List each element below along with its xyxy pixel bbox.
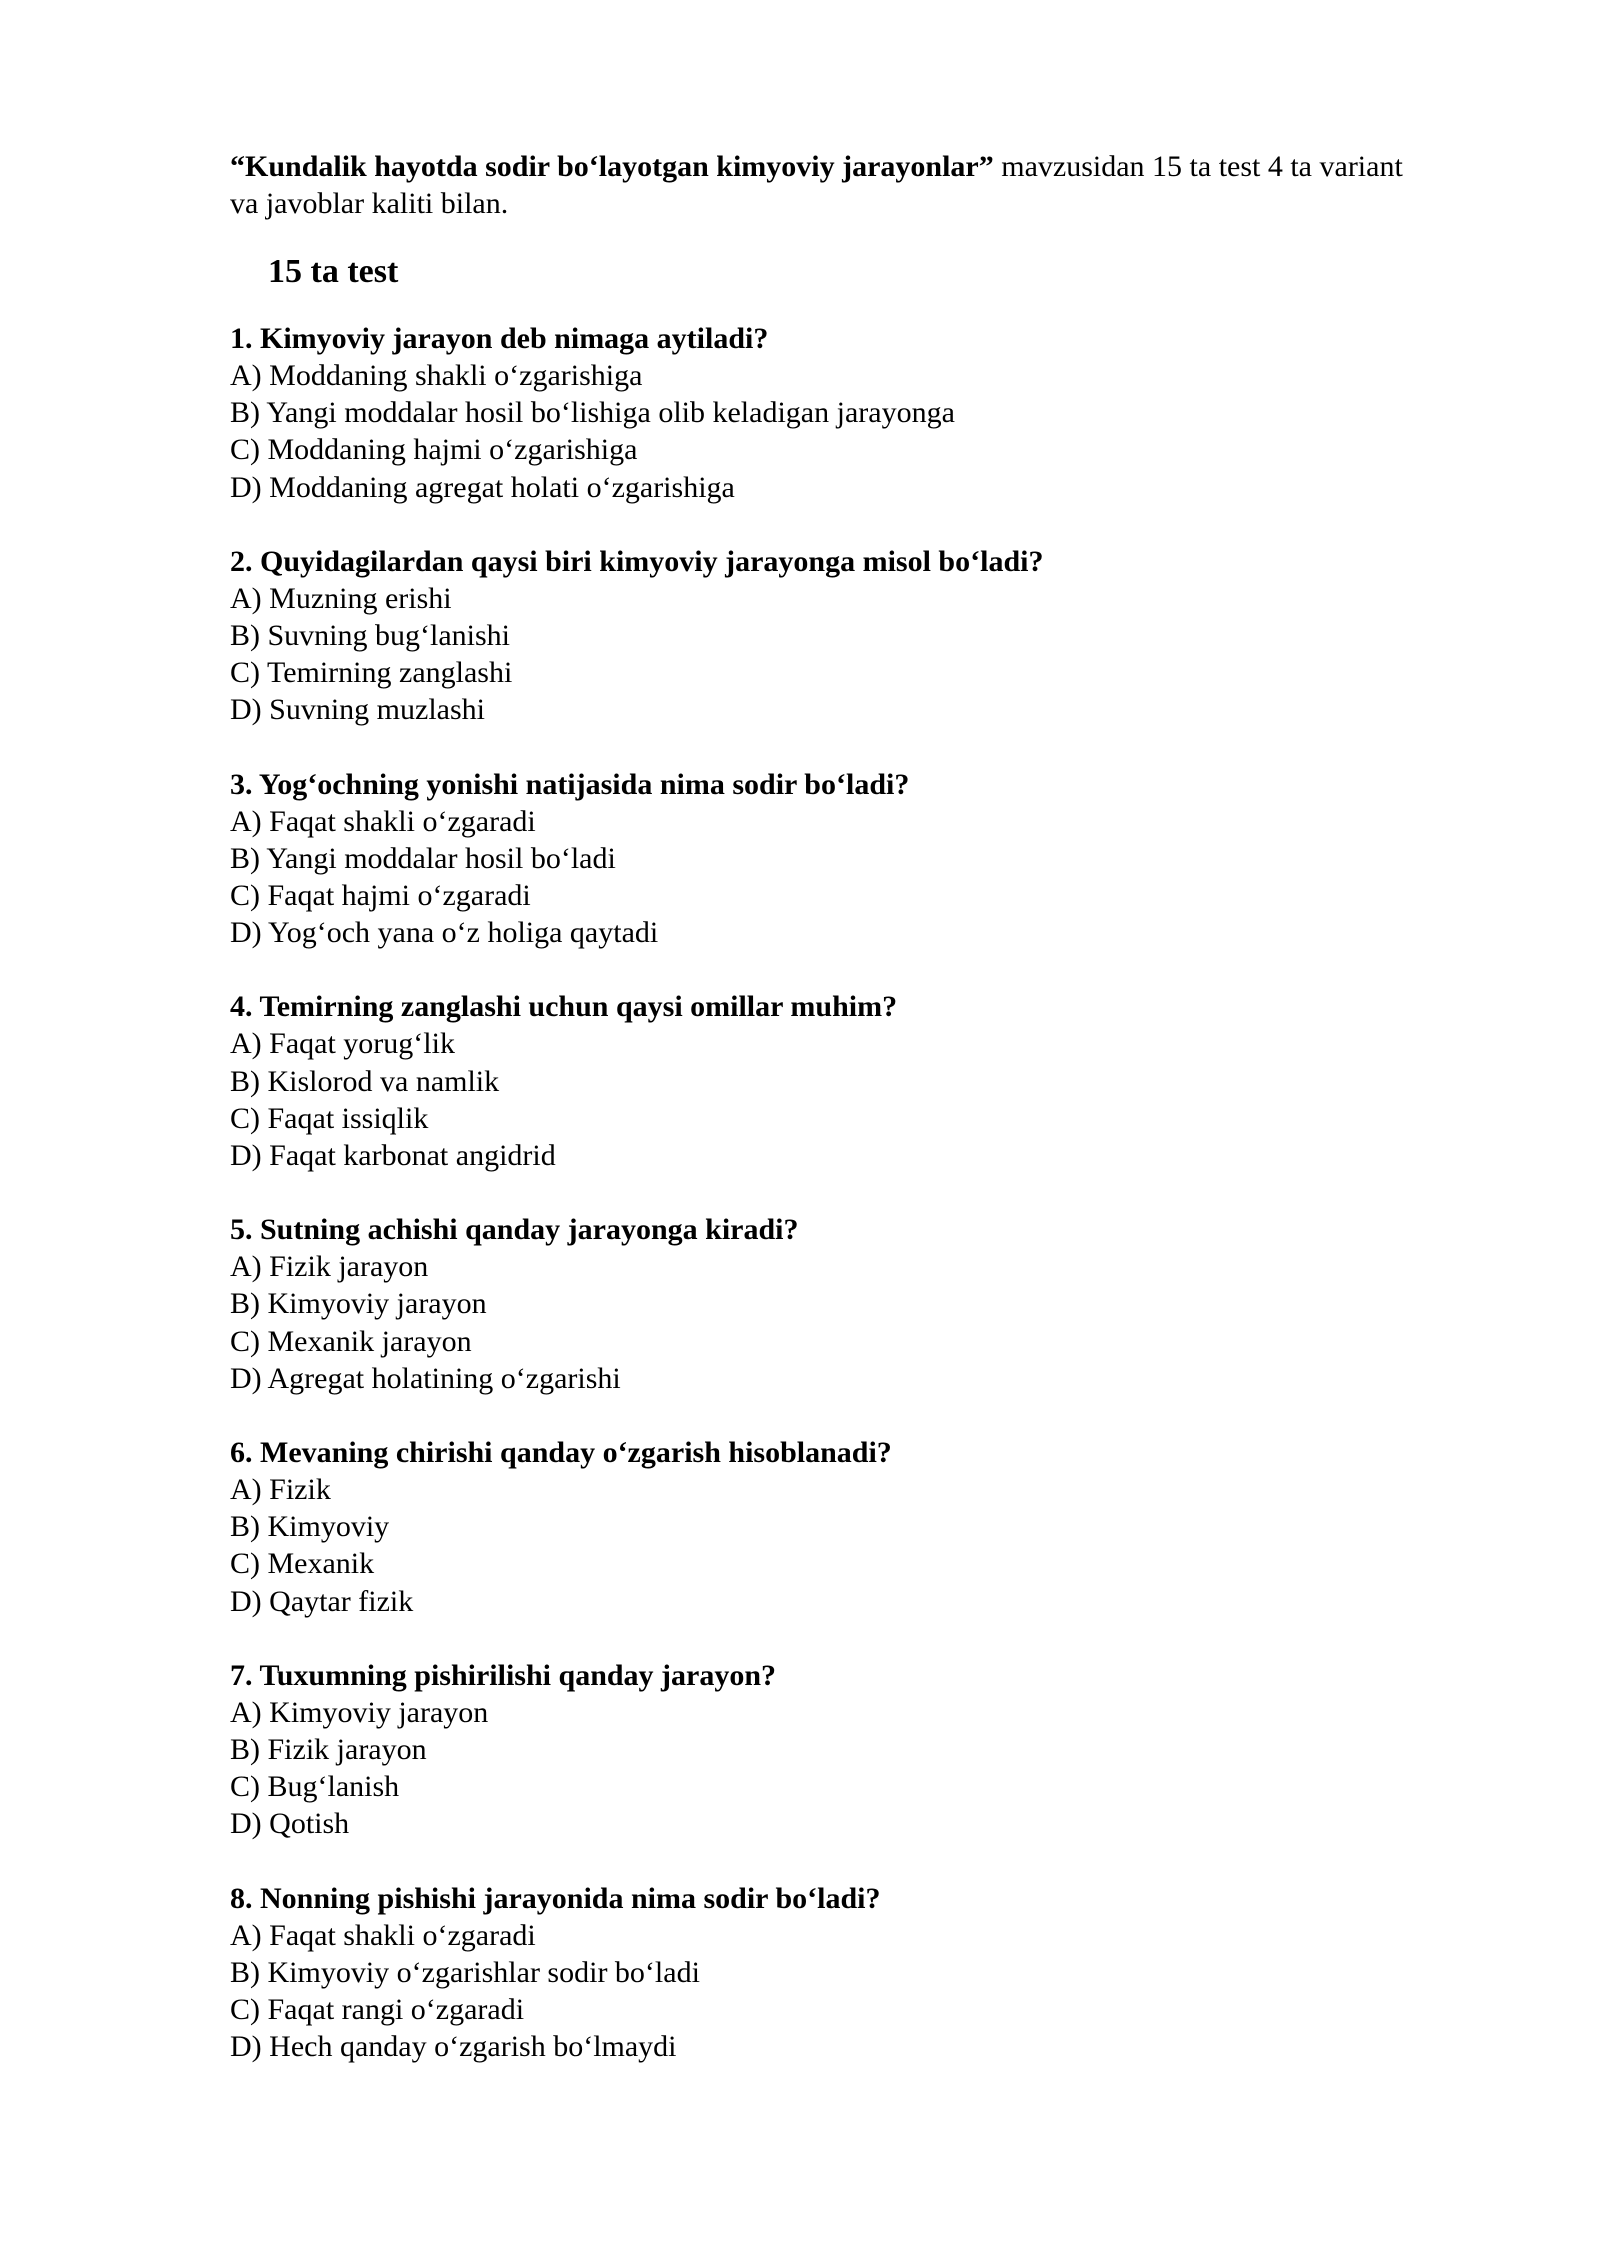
- option-c: C) Temirning zanglashi: [230, 656, 513, 690]
- option-a: A) Faqat shakli o‘zgaradi: [230, 1918, 536, 1952]
- option-a: A) Moddaning shakli o‘zgarishiga: [230, 359, 643, 392]
- option-a: A) Kimyoviy jarayon: [230, 1695, 489, 1729]
- option-d: D) Qaytar fizik: [230, 1584, 414, 1618]
- intro-paragraph: [230, 148, 1420, 222]
- intro-title: “Kundalik hayotda sodir bo‘layotgan kimyoviy jarayonlar”: [230, 150, 994, 183]
- option-d: D) Hech qanday o‘zgarish bo‘lmaydi: [230, 2030, 677, 2064]
- question-6: [230, 1434, 1420, 1620]
- option-a: A) Faqat yorug‘lik: [230, 1027, 455, 1061]
- question-list: [230, 320, 1420, 2066]
- question-8: [230, 1880, 1420, 2066]
- option-d: D) Moddaning agregat holati o‘zgarishiga: [230, 470, 735, 504]
- question-5: [230, 1211, 1420, 1397]
- option-a: A) Fizik jarayon: [230, 1250, 429, 1284]
- intro-description: mavzusidan 15 ta test 4 ta variant va javoblar kaliti bilan.: [230, 150, 1403, 220]
- question-1: [230, 320, 1420, 506]
- option-c: C) Mexanik: [230, 1547, 375, 1581]
- section-heading: 15 ta test: [268, 253, 399, 290]
- option-c: C) Bug‘lanish: [230, 1770, 400, 1804]
- option-a: A) Muzning erishi: [230, 581, 452, 615]
- option-c: C) Faqat rangi o‘zgaradi: [230, 1993, 525, 2027]
- option-c: C) Moddaning hajmi o‘zgarishiga: [230, 433, 638, 467]
- question-text: 5. Sutning achishi qanday jarayonga kiradi?: [230, 1213, 799, 1247]
- question-7: [230, 1657, 1420, 1843]
- option-b: B) Kimyoviy jarayon: [230, 1287, 487, 1321]
- option-d: D) Suvning muzlashi: [230, 693, 485, 727]
- option-c: C) Faqat issiqlik: [230, 1101, 429, 1135]
- option-a: A) Faqat shakli o‘zgaradi: [230, 804, 536, 838]
- question-text: 7. Tuxumning pishirilishi qanday jarayon?: [230, 1658, 777, 1692]
- question-text: 3. Yog‘ochning yonishi natijasida nima sodir bo‘ladi?: [230, 767, 910, 801]
- option-b: B) Kislorod va namlik: [230, 1064, 500, 1098]
- option-c: C) Faqat hajmi o‘zgaradi: [230, 879, 531, 913]
- option-b: B) Yangi moddalar hosil bo‘ladi: [230, 841, 616, 875]
- question-text: 8. Nonning pishishi jarayonida nima sodir bo‘ladi?: [230, 1881, 881, 1915]
- option-b: B) Kimyoviy: [230, 1510, 390, 1544]
- option-d: D) Faqat karbonat angidrid: [230, 1139, 556, 1173]
- question-4: [230, 988, 1420, 1174]
- option-b: B) Yangi moddalar hosil bo‘lishiga olib keladigan jarayonga: [230, 396, 955, 430]
- option-d: D) Agregat holatining o‘zgarishi: [230, 1361, 621, 1395]
- option-b: B) Suvning bug‘lanishi: [230, 619, 511, 653]
- question-text: 2. Quyidagilardan qaysi biri kimyoviy jarayonga misol bo‘ladi?: [230, 544, 1044, 578]
- option-a: A) Fizik: [230, 1473, 331, 1507]
- option-d: D) Qotish: [230, 1807, 350, 1841]
- question-2: [230, 543, 1420, 729]
- option-d: D) Yog‘och yana o‘z holiga qaytadi: [230, 916, 659, 950]
- option-c: C) Mexanik jarayon: [230, 1324, 472, 1358]
- question-text: 6. Mevaning chirishi qanday o‘zgarish hisoblanadi?: [230, 1436, 892, 1470]
- option-b: B) Fizik jarayon: [230, 1733, 427, 1767]
- option-b: B) Kimyoviy o‘zgarishlar sodir bo‘ladi: [230, 1955, 700, 1989]
- question-text: 1. Kimyoviy jarayon deb nimaga aytiladi?: [230, 322, 769, 355]
- question-3: [230, 766, 1420, 952]
- question-text: 4. Temirning zanglashi uchun qaysi omillar muhim?: [230, 990, 898, 1024]
